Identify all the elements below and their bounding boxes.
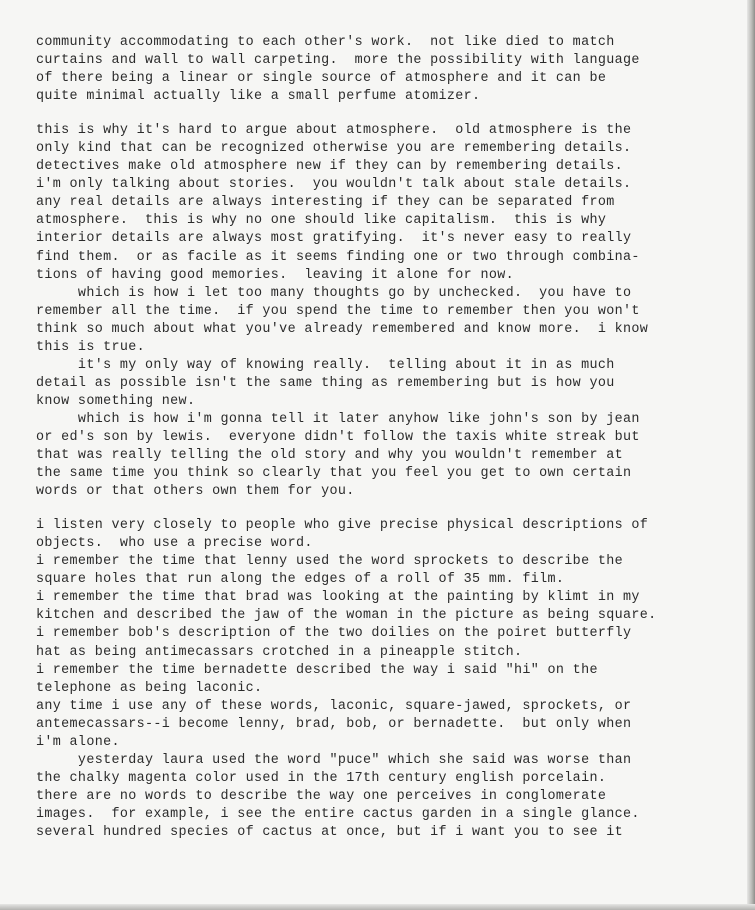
text-line: know something new. [36, 393, 196, 409]
text-line: i'm alone. [36, 734, 120, 750]
text-line: the chalky magenta color used in the 17th century english porcelain. [36, 770, 607, 786]
typewritten-text-body [36, 34, 716, 842]
text-line: or ed's son by lewis. everyone didn't follow the taxis white streak but [36, 429, 640, 445]
text-line: of there being a linear or single source of atmosphere and it can be [36, 71, 607, 87]
text-line: i listen very closely to people who give precise physical descriptions of [36, 518, 649, 534]
text-line: i remember the time that lenny used the word sprockets to describe the [36, 554, 623, 570]
page-edge-shadow-right [747, 0, 755, 910]
text-line: this is why it's hard to argue about atmosphere. old atmosphere is the [36, 123, 632, 139]
text-line: quite minimal actually like a small perfume atomizer. [36, 89, 481, 105]
text-line: detectives make old atmosphere new if they can by remembering details. [36, 159, 623, 175]
text-line: that was really telling the old story and why you wouldn't remember at [36, 448, 623, 464]
text-line: find them. or as facile as it seems finding one or two through combina- [36, 249, 640, 265]
text-line: which is how i let too many thoughts go by unchecked. you have to [36, 285, 632, 301]
text-line: objects. who use a precise word. [36, 536, 313, 552]
text-line: there are no words to describe the way one perceives in conglomerate [36, 788, 607, 804]
text-line: kitchen and described the jaw of the woman in the picture as being square. [36, 608, 657, 624]
page-edge-shadow-bottom [0, 904, 755, 910]
text-line: any real details are always interesting if they can be separated from [36, 195, 615, 211]
text-line: i remember the time that brad was looking at the painting by klimt in my [36, 590, 640, 606]
blank-line [36, 501, 716, 517]
text-line: interior details are always most gratifying. it's never easy to really [36, 231, 632, 247]
text-line: atmosphere. this is why no one should like capitalism. this is why [36, 213, 607, 229]
text-line: hat as being antimecassars crotched in a pineapple stitch. [36, 644, 523, 660]
text-line: tions of having good memories. leaving it alone for now. [36, 267, 514, 283]
text-line: which is how i'm gonna tell it later anyhow like john's son by jean [36, 411, 640, 427]
text-line: community accommodating to each other's work. not like died to match [36, 35, 615, 50]
blank-line [36, 106, 716, 122]
text-line: several hundred species of cactus at once, but if i want you to see it [36, 824, 623, 840]
text-line: telephone as being laconic. [36, 680, 263, 696]
text-line: words or that others own them for you. [36, 484, 355, 500]
text-line: yesterday laura used the word "puce" which she said was worse than [36, 752, 632, 768]
text-line: i remember bob's description of the two doilies on the poiret butterfly [36, 626, 632, 642]
text-line: i remember the time bernadette described the way i said "hi" on the [36, 662, 598, 678]
text-line: detail as possible isn't the same thing as remembering but is how you [36, 375, 615, 391]
text-line: images. for example, i see the entire cactus garden in a single glance. [36, 806, 640, 822]
text-line: curtains and wall to wall carpeting. more the possibility with language [36, 53, 640, 69]
text-line: only kind that can be recognized otherwise you are remembering details. [36, 141, 632, 157]
text-line: this is true. [36, 339, 146, 355]
text-line: i'm only talking about stories. you wouldn't talk about stale details. [36, 177, 632, 193]
text-line: any time i use any of these words, laconic, square-jawed, sprockets, or [36, 698, 632, 714]
text-line: think so much about what you've already remembered and know more. i know [36, 321, 649, 337]
text-line: square holes that run along the edges of a roll of 35 mm. film. [36, 572, 565, 588]
text-line: antemecassars--i become lenny, brad, bob, or bernadette. but only when [36, 716, 632, 732]
text-line: remember all the time. if you spend the time to remember then you won't [36, 303, 640, 319]
text-line: the same time you think so clearly that you feel you get to own certain [36, 466, 632, 482]
text-line: it's my only way of knowing really. telling about it in as much [36, 357, 615, 373]
